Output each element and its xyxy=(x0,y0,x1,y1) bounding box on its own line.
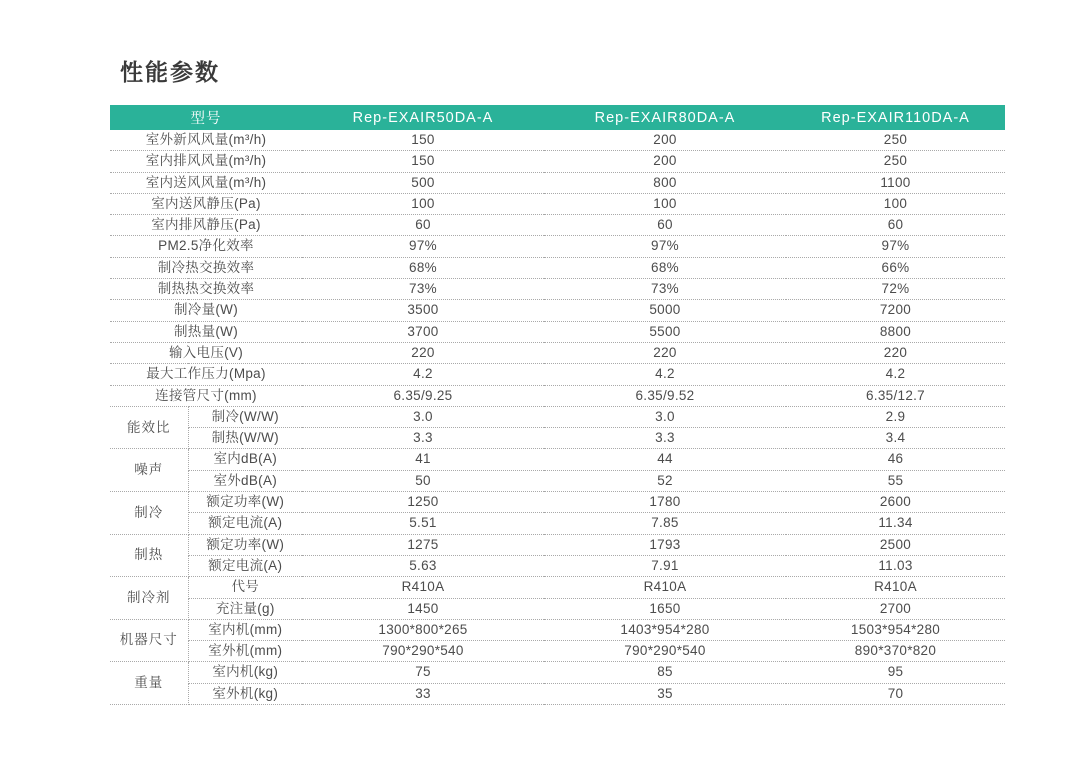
cell-value: R410A xyxy=(302,577,544,598)
row-label: 室内排风风量(m³/h) xyxy=(110,151,302,172)
cell-value: 200 xyxy=(544,130,786,151)
cell-value: 1503*954*280 xyxy=(786,619,1005,640)
cell-value: 150 xyxy=(302,130,544,151)
spec-row xyxy=(110,364,1005,385)
cell-value: 55 xyxy=(786,470,1005,491)
sub-row-label: 充注量(g) xyxy=(188,598,302,619)
table-body xyxy=(110,130,1005,705)
cell-value: 1450 xyxy=(302,598,544,619)
cell-value: 1650 xyxy=(544,598,786,619)
spec-row xyxy=(110,215,1005,236)
cell-value: 100 xyxy=(302,193,544,214)
cell-value: 68% xyxy=(544,257,786,278)
cell-value: 66% xyxy=(786,257,1005,278)
cell-value: 220 xyxy=(544,342,786,363)
cell-value: 2500 xyxy=(786,534,1005,555)
cell-value: 220 xyxy=(302,342,544,363)
cell-value: 6.35/12.7 xyxy=(786,385,1005,406)
spec-row xyxy=(110,534,1005,555)
spec-row xyxy=(110,151,1005,172)
cell-value: 1793 xyxy=(544,534,786,555)
cell-value: 5.63 xyxy=(302,555,544,576)
cell-value: 3.4 xyxy=(786,428,1005,449)
spec-row xyxy=(110,513,1005,534)
cell-value: 8800 xyxy=(786,321,1005,342)
spec-row xyxy=(110,406,1005,427)
row-label: 室内送风风量(m³/h) xyxy=(110,172,302,193)
cell-value: 3.0 xyxy=(544,406,786,427)
cell-value: 150 xyxy=(302,151,544,172)
cell-value: 3.3 xyxy=(544,428,786,449)
cell-value: 95 xyxy=(786,662,1005,683)
cell-value: 3.3 xyxy=(302,428,544,449)
row-label: PM2.5净化效率 xyxy=(110,236,302,257)
sub-row-label: 额定功率(W) xyxy=(188,492,302,513)
cell-value: 73% xyxy=(302,279,544,300)
cell-value: 200 xyxy=(544,151,786,172)
row-label: 输入电压(V) xyxy=(110,342,302,363)
cell-value: 100 xyxy=(786,193,1005,214)
cell-value: 250 xyxy=(786,151,1005,172)
cell-value: 790*290*540 xyxy=(544,641,786,662)
cell-value: 1300*800*265 xyxy=(302,619,544,640)
sub-row-label: 室外机(mm) xyxy=(188,641,302,662)
spec-row xyxy=(110,279,1005,300)
cell-value: 1275 xyxy=(302,534,544,555)
cell-value: 2.9 xyxy=(786,406,1005,427)
sub-row-label: 制热(W/W) xyxy=(188,428,302,449)
row-label: 最大工作压力(Mpa) xyxy=(110,364,302,385)
cell-value: 2700 xyxy=(786,598,1005,619)
sub-row-label: 室外dB(A) xyxy=(188,470,302,491)
cell-value: 70 xyxy=(786,683,1005,704)
cell-value: 68% xyxy=(302,257,544,278)
spec-row xyxy=(110,428,1005,449)
cell-value: 250 xyxy=(786,130,1005,151)
sub-row-label: 室内机(mm) xyxy=(188,619,302,640)
spec-row xyxy=(110,577,1005,598)
spec-row xyxy=(110,683,1005,704)
sub-row-label: 额定电流(A) xyxy=(188,555,302,576)
cell-value: 33 xyxy=(302,683,544,704)
row-label: 制热热交换效率 xyxy=(110,279,302,300)
group-label: 制热 xyxy=(110,534,188,577)
spec-row xyxy=(110,172,1005,193)
cell-value: 7200 xyxy=(786,300,1005,321)
spec-row xyxy=(110,193,1005,214)
spec-row xyxy=(110,300,1005,321)
spec-row xyxy=(110,598,1005,619)
cell-value: 60 xyxy=(786,215,1005,236)
group-label: 重量 xyxy=(110,662,188,705)
sub-row-label: 额定功率(W) xyxy=(188,534,302,555)
cell-value: 1780 xyxy=(544,492,786,513)
cell-value: 3500 xyxy=(302,300,544,321)
cell-value: 85 xyxy=(544,662,786,683)
group-label: 制冷 xyxy=(110,492,188,535)
cell-value: 72% xyxy=(786,279,1005,300)
spec-row xyxy=(110,130,1005,151)
cell-value: 11.34 xyxy=(786,513,1005,534)
cell-value: 44 xyxy=(544,449,786,470)
cell-value: 35 xyxy=(544,683,786,704)
cell-value: 41 xyxy=(302,449,544,470)
header-model-label: 型号 xyxy=(110,105,302,130)
spec-row xyxy=(110,449,1005,470)
cell-value: 7.85 xyxy=(544,513,786,534)
cell-value: 60 xyxy=(544,215,786,236)
cell-value: 11.03 xyxy=(786,555,1005,576)
sub-row-label: 制冷(W/W) xyxy=(188,406,302,427)
sub-row-label: 室外机(kg) xyxy=(188,683,302,704)
spec-row xyxy=(110,321,1005,342)
cell-value: 46 xyxy=(786,449,1005,470)
row-label: 室内送风静压(Pa) xyxy=(110,193,302,214)
cell-value: 3700 xyxy=(302,321,544,342)
cell-value: 1250 xyxy=(302,492,544,513)
cell-value: 60 xyxy=(302,215,544,236)
cell-value: 97% xyxy=(302,236,544,257)
spec-row xyxy=(110,236,1005,257)
spec-row xyxy=(110,257,1005,278)
row-label: 室外新风风量(m³/h) xyxy=(110,130,302,151)
cell-value: 4.2 xyxy=(786,364,1005,385)
header-model-2: Rep-EXAIR80DA-A xyxy=(544,105,786,130)
group-label: 噪声 xyxy=(110,449,188,492)
group-label: 能效比 xyxy=(110,406,188,449)
spec-row xyxy=(110,619,1005,640)
sub-row-label: 室内dB(A) xyxy=(188,449,302,470)
cell-value: 6.35/9.52 xyxy=(544,385,786,406)
spec-row xyxy=(110,492,1005,513)
row-label: 制冷量(W) xyxy=(110,300,302,321)
cell-value: 220 xyxy=(786,342,1005,363)
sub-row-label: 额定电流(A) xyxy=(188,513,302,534)
header-model-1: Rep-EXAIR50DA-A xyxy=(302,105,544,130)
cell-value: 97% xyxy=(544,236,786,257)
cell-value: 800 xyxy=(544,172,786,193)
cell-value: 1100 xyxy=(786,172,1005,193)
cell-value: 75 xyxy=(302,662,544,683)
cell-value: 5.51 xyxy=(302,513,544,534)
cell-value: R410A xyxy=(786,577,1005,598)
table-header-row xyxy=(110,105,1005,130)
sub-row-label: 代号 xyxy=(188,577,302,598)
row-label: 制热量(W) xyxy=(110,321,302,342)
header-model-3: Rep-EXAIR110DA-A xyxy=(786,105,1005,130)
cell-value: 890*370*820 xyxy=(786,641,1005,662)
cell-value: 1403*954*280 xyxy=(544,619,786,640)
cell-value: 2600 xyxy=(786,492,1005,513)
cell-value: 3.0 xyxy=(302,406,544,427)
group-label: 机器尺寸 xyxy=(110,619,188,662)
row-label: 连接管尺寸(mm) xyxy=(110,385,302,406)
spec-row xyxy=(110,470,1005,491)
cell-value: 6.35/9.25 xyxy=(302,385,544,406)
cell-value: 5500 xyxy=(544,321,786,342)
cell-value: 97% xyxy=(786,236,1005,257)
cell-value: 790*290*540 xyxy=(302,641,544,662)
spec-row xyxy=(110,662,1005,683)
spec-row xyxy=(110,555,1005,576)
cell-value: 7.91 xyxy=(544,555,786,576)
cell-value: 5000 xyxy=(544,300,786,321)
cell-value: 500 xyxy=(302,172,544,193)
row-label: 室内排风静压(Pa) xyxy=(110,215,302,236)
spec-row xyxy=(110,385,1005,406)
cell-value: 73% xyxy=(544,279,786,300)
cell-value: 50 xyxy=(302,470,544,491)
cell-value: 52 xyxy=(544,470,786,491)
cell-value: 4.2 xyxy=(302,364,544,385)
cell-value: R410A xyxy=(544,577,786,598)
cell-value: 100 xyxy=(544,193,786,214)
page-title: 性能参数 xyxy=(120,59,220,85)
spec-row xyxy=(110,342,1005,363)
spec-row xyxy=(110,641,1005,662)
sub-row-label: 室内机(kg) xyxy=(188,662,302,683)
row-label: 制冷热交换效率 xyxy=(110,257,302,278)
performance-spec-table xyxy=(110,105,1005,705)
group-label: 制冷剂 xyxy=(110,577,188,620)
cell-value: 4.2 xyxy=(544,364,786,385)
